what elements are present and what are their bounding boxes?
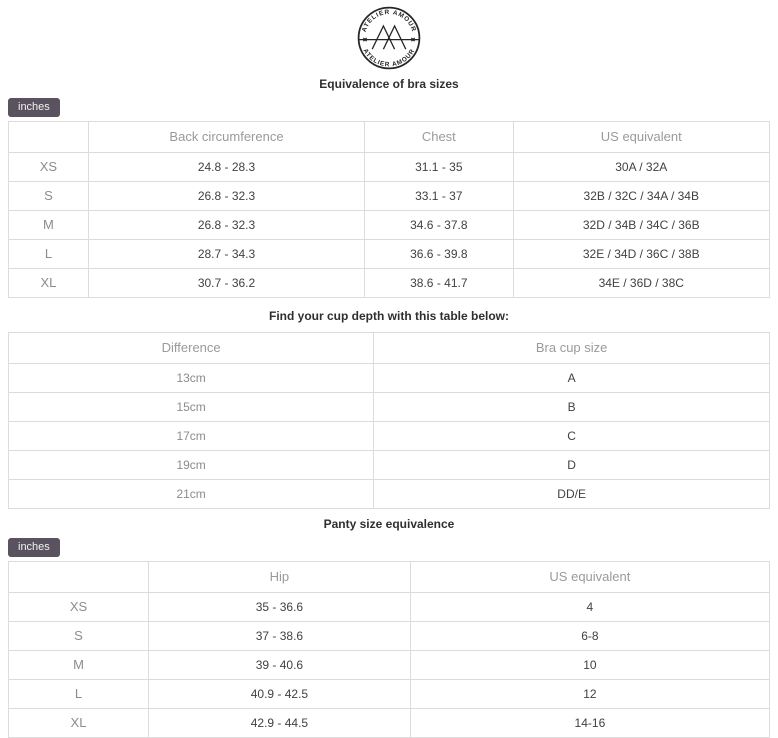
row-label: M [9, 211, 89, 240]
table-row [9, 364, 770, 393]
table-cell: 26.8 - 32.3 [88, 211, 364, 240]
table-cell: 10 [410, 651, 769, 680]
table-cell: 33.1 - 37 [365, 182, 513, 211]
row-label: 15cm [9, 393, 374, 422]
logo-arc-top-text: ATELIER AMOUR [360, 8, 418, 34]
cup-depth-table [8, 332, 770, 509]
row-label: 21cm [9, 480, 374, 509]
header-row [9, 333, 770, 364]
logo-arc-bottom-text: ATELIER AMOUR [361, 47, 417, 69]
table-row [9, 182, 770, 211]
table-row [9, 680, 770, 709]
table-row [9, 651, 770, 680]
table-row [9, 593, 770, 622]
row-label: XS [9, 153, 89, 182]
cup-depth-title: Find your cup depth with this table below: [269, 309, 509, 323]
row-label: L [9, 680, 149, 709]
table-cell: 6-8 [410, 622, 769, 651]
column-header: US equivalent [513, 122, 769, 153]
table-row [9, 269, 770, 298]
table-cell: 12 [410, 680, 769, 709]
brand-logo [357, 6, 421, 70]
table-cell: 26.8 - 32.3 [88, 182, 364, 211]
table-cell: A [374, 364, 770, 393]
table-cell: 42.9 - 44.5 [149, 709, 411, 738]
table-cell: C [374, 422, 770, 451]
table-row [9, 451, 770, 480]
table-row [9, 709, 770, 738]
panty-size-section [0, 517, 778, 738]
row-label: L [9, 240, 89, 269]
table-cell: DD/E [374, 480, 770, 509]
table-cell: 30.7 - 36.2 [88, 269, 364, 298]
panty-size-title: Panty size equivalence [323, 517, 455, 531]
column-header: Chest [365, 122, 513, 153]
row-label: M [9, 651, 149, 680]
unit-badge-inches: inches [8, 98, 60, 117]
table-cell: 30A / 32A [513, 153, 769, 182]
table-cell: 32D / 34B / 34C / 36B [513, 211, 769, 240]
table-cell: 35 - 36.6 [149, 593, 411, 622]
table-cell: 37 - 38.6 [149, 622, 411, 651]
column-header: Back circumference [88, 122, 364, 153]
table-cell: 14-16 [410, 709, 769, 738]
column-header [9, 562, 149, 593]
table-cell: 40.9 - 42.5 [149, 680, 411, 709]
bra-size-title: Equivalence of bra sizes [319, 77, 459, 91]
header-row [9, 562, 770, 593]
table-cell: 32E / 34D / 36C / 38B [513, 240, 769, 269]
row-label: XL [9, 269, 89, 298]
table-cell: 39 - 40.6 [149, 651, 411, 680]
table-cell: 31.1 - 35 [365, 153, 513, 182]
table-cell: 28.7 - 34.3 [88, 240, 364, 269]
column-header: Difference [9, 333, 374, 364]
table-cell: 4 [410, 593, 769, 622]
table-row [9, 211, 770, 240]
table-cell: 34.6 - 37.8 [365, 211, 513, 240]
table-cell: 32B / 32C / 34A / 34B [513, 182, 769, 211]
table-cell: 38.6 - 41.7 [365, 269, 513, 298]
bra-badge-row [8, 97, 770, 117]
column-header: US equivalent [410, 562, 769, 593]
table-cell: B [374, 393, 770, 422]
row-label: S [9, 622, 149, 651]
bra-size-table [8, 121, 770, 298]
panty-badge-row [8, 537, 770, 557]
table-cell: 34E / 36D / 38C [513, 269, 769, 298]
column-header: Hip [149, 562, 411, 593]
table-row [9, 153, 770, 182]
cup-depth-section [0, 309, 778, 509]
table-row [9, 240, 770, 269]
column-header: Bra cup size [374, 333, 770, 364]
unit-badge-inches: inches [8, 538, 60, 557]
table-row [9, 422, 770, 451]
row-label: 17cm [9, 422, 374, 451]
row-label: 13cm [9, 364, 374, 393]
table-cell: 36.6 - 39.8 [365, 240, 513, 269]
table-row [9, 622, 770, 651]
row-label: 19cm [9, 451, 374, 480]
row-label: S [9, 182, 89, 211]
panty-size-table [8, 561, 770, 738]
bra-size-section [0, 77, 778, 298]
table-row [9, 480, 770, 509]
row-label: XL [9, 709, 149, 738]
table-cell: 24.8 - 28.3 [88, 153, 364, 182]
row-label: XS [9, 593, 149, 622]
column-header [9, 122, 89, 153]
table-cell: D [374, 451, 770, 480]
header-row [9, 122, 770, 153]
table-row [9, 393, 770, 422]
